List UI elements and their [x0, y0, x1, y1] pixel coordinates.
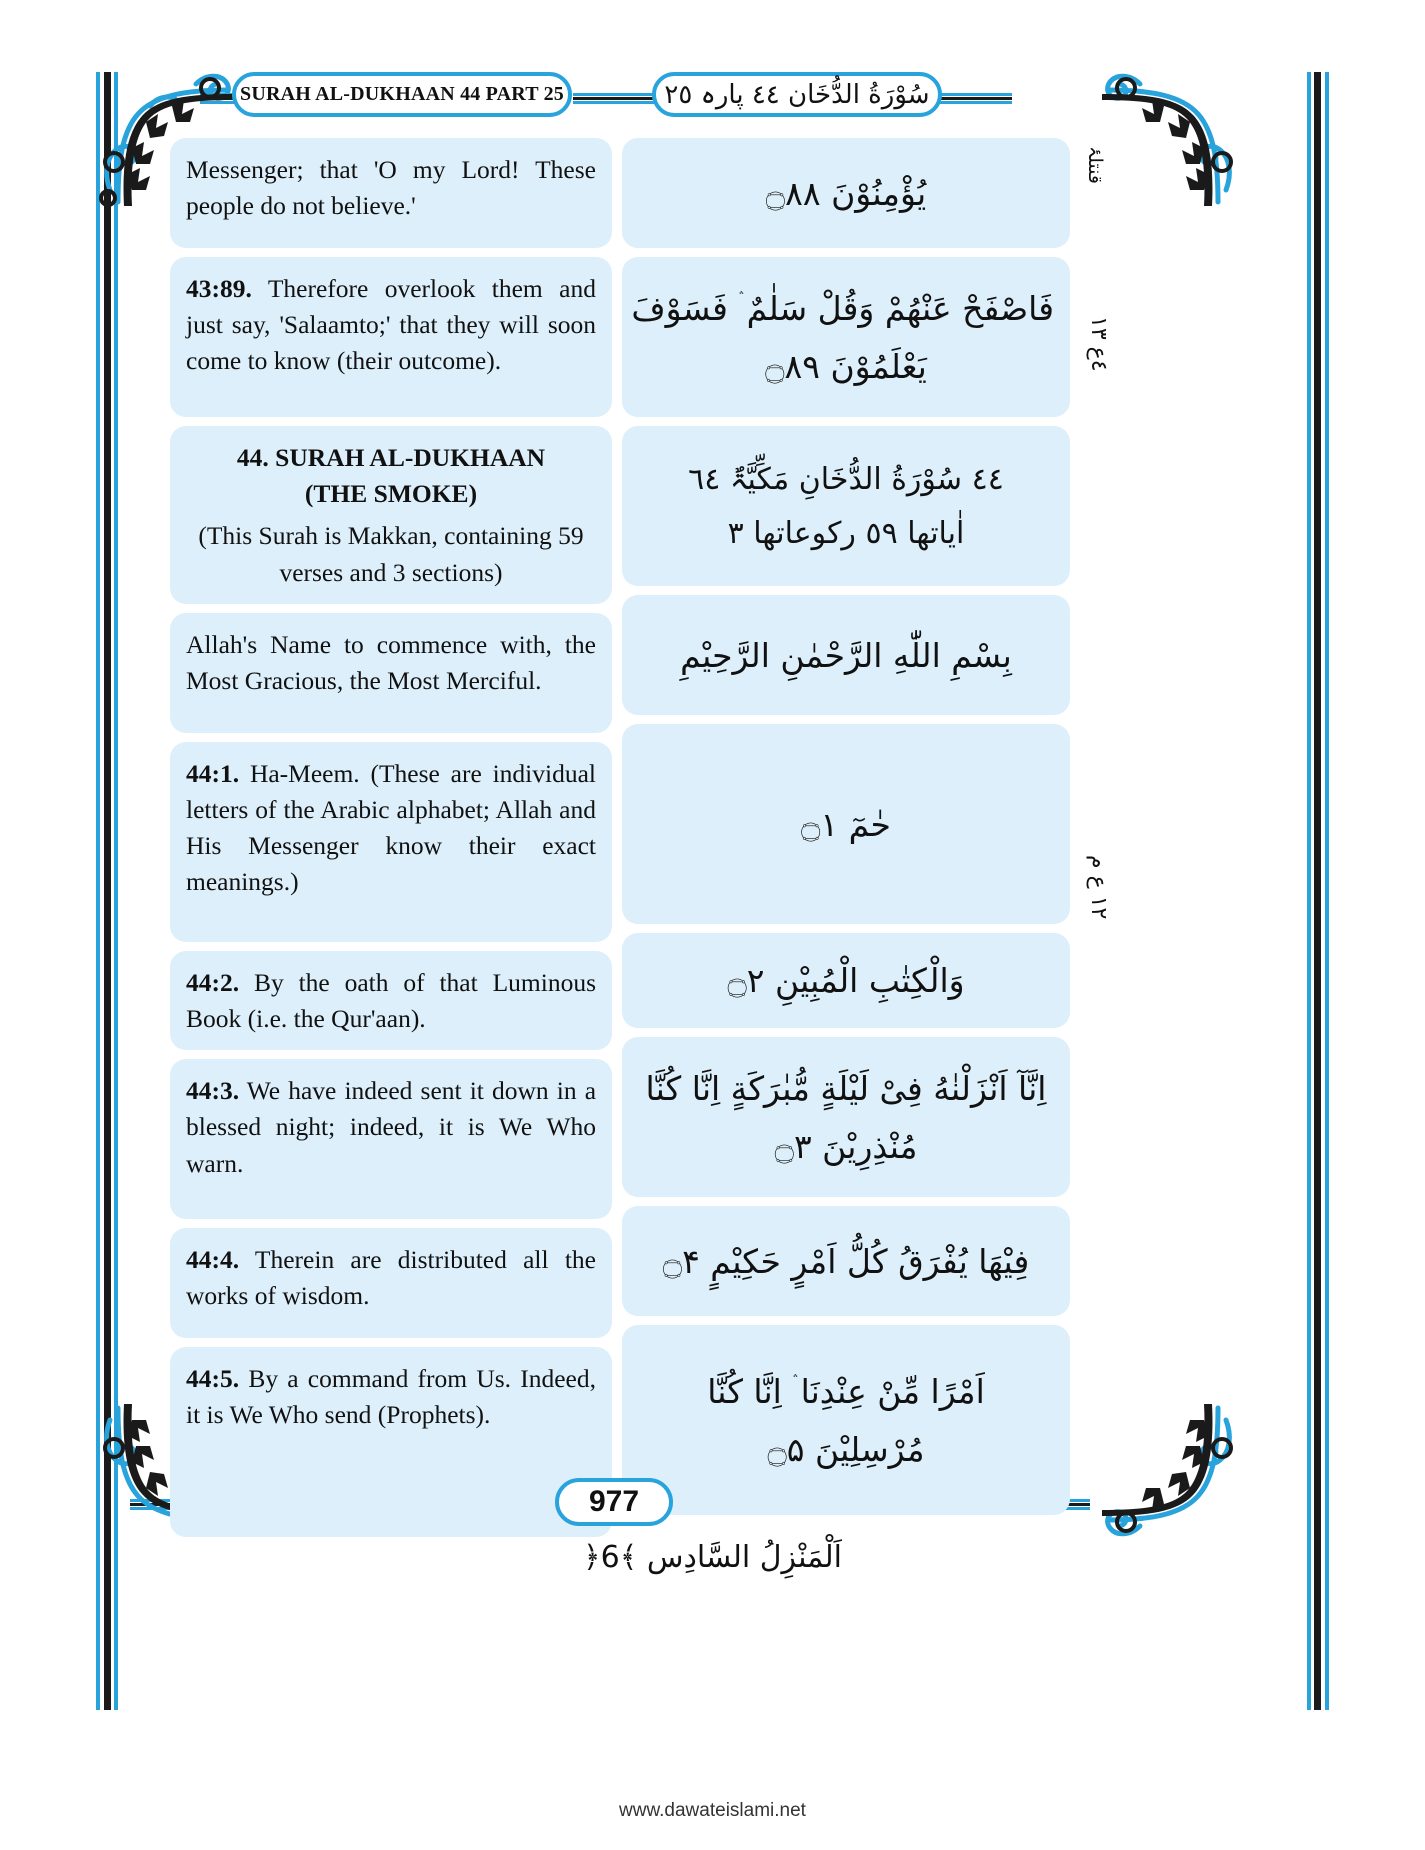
- verse-translation-text: By the oath of that Luminous Book (i.e. the Qur'aan).: [186, 967, 596, 1034]
- arabic-line: اٰیاتها ٥٩ رکوعاتها ٣: [727, 515, 965, 551]
- translation-cell: [170, 1059, 612, 1219]
- header-surah-title-arabic-text: سُوْرَةُ الدُّخَان ٤٤ پارہ ٢٥: [664, 79, 930, 110]
- verse-reference: 44:3.: [186, 1076, 240, 1106]
- arabic-line: مُنْذِرِيْنَ ۝۳: [774, 1126, 918, 1166]
- surah-note-line: (This Surah is Makkan, containing 59 verses and 3 sections): [198, 521, 584, 587]
- arabic-verse-cell: [622, 595, 1070, 715]
- arabic-line: ٤٤ سُوْرَةُ الدُّخَانِ مَکِّیَّۃٌ ٦٤: [688, 461, 1004, 497]
- corner-ornament-bottom-right: [1098, 1398, 1248, 1548]
- header-surah-title-english: [232, 72, 572, 117]
- header-surah-title-arabic: [652, 72, 942, 117]
- translation-cell: [170, 1228, 612, 1338]
- verse-reference: 43:89.: [186, 274, 252, 303]
- surah-subtitle-line: (THE SMOKE): [304, 479, 478, 509]
- arabic-line: وَالْكِتٰبِ الْمُبِيْنِ ۝۲: [727, 961, 965, 1001]
- verse-translation-text: Therefore overlook them and just say, 'Salaamto;' that they will soon come to know (their outcome).: [186, 274, 596, 376]
- top-rule-right: [940, 93, 1012, 104]
- translation-cell: [170, 613, 612, 733]
- manzil-label: اَلْمَنْزِلُ السَّادِس ﴾6﴿: [583, 1540, 842, 1575]
- verse-reference: 44:2.: [186, 967, 240, 997]
- verse-reference: 44:4.: [186, 1245, 240, 1275]
- translation-cell: [170, 257, 612, 417]
- verse-translation-text: We have indeed sent it down in a blessed night; indeed, it is We Who warn.: [186, 1076, 597, 1178]
- verse-translation-text: By a command from Us. Indeed, it is We Who send (Prophets).: [186, 1364, 596, 1430]
- arabic-line: يَعْلَمُوْنَ ۝۸۹: [765, 346, 927, 386]
- surah-header-arabic-cell: [622, 426, 1070, 586]
- verse-translation-text: Ha-Meem. (These are individual letters of the Arabic alphabet; Allah and His Messenger know their exact meanings.): [186, 758, 596, 897]
- surah-title-line: 44. SURAH AL-DUKHAAN: [236, 443, 546, 472]
- header-surah-title-english-text: SURAH AL-DUKHAAN 44 PART 25: [240, 83, 564, 105]
- page-number-text: 977: [588, 1485, 640, 1518]
- arabic-verse-cell: [622, 724, 1070, 924]
- translation-cell: [170, 742, 612, 942]
- top-rule-middle: [573, 93, 655, 104]
- margin-mark-ruku-upper: ٤ع ١٣: [1086, 316, 1111, 372]
- arabic-verse-cell: [622, 1206, 1070, 1316]
- arabic-verse-cell: [622, 1325, 1070, 1515]
- arabic-line: اَمْرًا مِّنْ عِنْدِنَا ۛ اِنَّا كُنَّا: [707, 1371, 985, 1411]
- verse-reference: 44:1.: [186, 758, 240, 788]
- arabic-verse-cell: [622, 933, 1070, 1028]
- arabic-line: مُرْسِلِيْنَ ۝۵: [767, 1429, 925, 1469]
- surah-header-cell: [170, 426, 612, 604]
- verse-translation-text: Allah's Name to commence with, the Most Gracious, the Most Merciful.: [186, 629, 596, 696]
- arabic-line: اِنَّآ اَنْزَلْنٰهُ فِیْ لَیْلَةٍ مُّبٰرَكَةٍ اِنَّا كُنَّا: [645, 1068, 1047, 1108]
- website-url: www.dawateislami.net: [619, 1800, 806, 1821]
- arabic-verse-cell: [622, 1037, 1070, 1197]
- verse-reference: 44:5.: [186, 1364, 240, 1394]
- translation-cell: [170, 951, 612, 1050]
- arabic-line: حٰمٓ ۝۱: [801, 804, 891, 844]
- arabic-line: بِسْمِ اللّٰهِ الرَّحْمٰنِ الرَّحِيْمِ: [680, 635, 1012, 675]
- corner-ornament-top-right: [1098, 62, 1248, 212]
- verse-translation-text: Therein are distributed all the works of wisdom.: [186, 1245, 596, 1311]
- margin-mark-top: قنتلۂ: [1084, 146, 1106, 184]
- margin-mark-ruku-lower: ١٢ ع م: [1086, 855, 1111, 920]
- arabic-line: يُؤْمِنُوْنَ ۝۸۸: [765, 173, 927, 213]
- arabic-line: فِيْهَا يُفْرَقُ كُلُّ اَمْرٍ حَكِيْمٍ ۝۴: [662, 1241, 1030, 1281]
- verse-translation-text: Messenger; that 'O my Lord! These people do not believe.': [186, 155, 596, 221]
- arabic-verse-cell: [622, 257, 1070, 417]
- quran-verse-table: [170, 138, 1070, 1537]
- translation-cell: [170, 1347, 612, 1537]
- translation-column: [170, 138, 612, 1537]
- page-number-badge: [555, 1478, 673, 1526]
- translation-cell: [170, 138, 612, 248]
- arabic-verse-cell: [622, 138, 1070, 248]
- arabic-line: فَاصْفَحْ عَنْهُمْ وَقُلْ سَلٰمٌ ۛ فَسَوْفَ: [631, 288, 1054, 328]
- arabic-column: [622, 138, 1070, 1537]
